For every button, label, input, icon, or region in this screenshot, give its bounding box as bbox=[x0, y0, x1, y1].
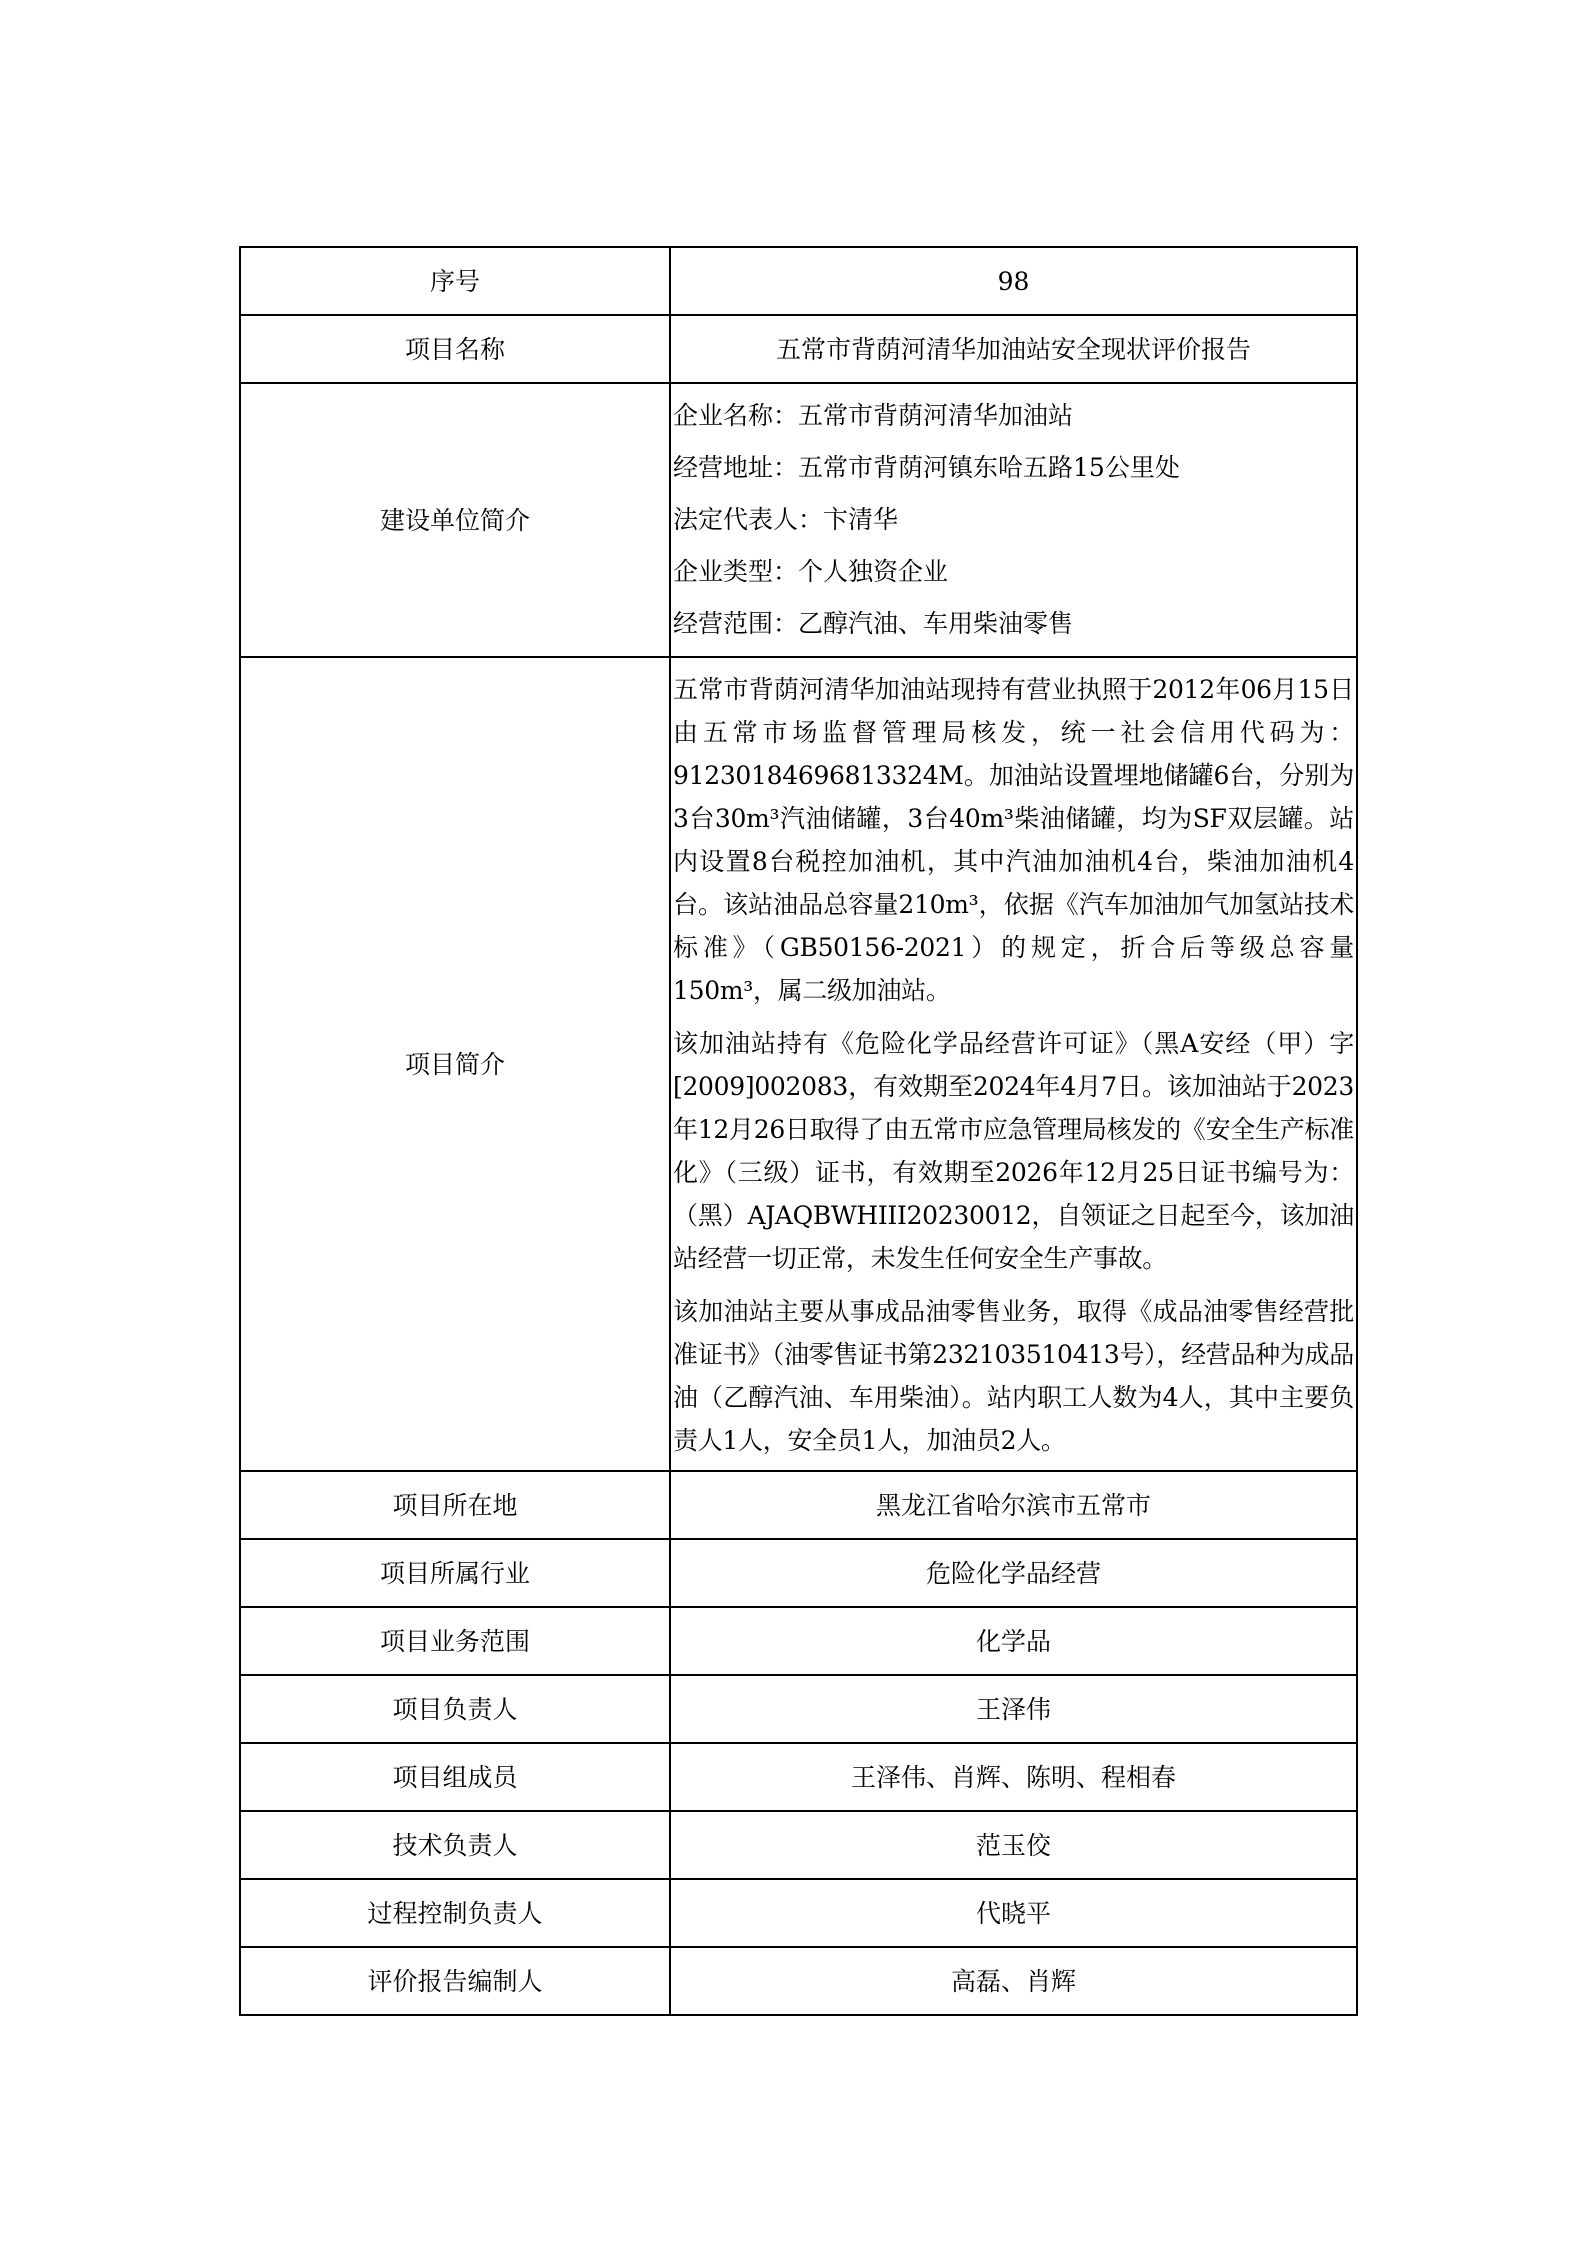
industry-value: 危险化学品经营 bbox=[670, 1539, 1357, 1607]
process-leader-label: 过程控制负责人 bbox=[240, 1879, 670, 1947]
row-serial bbox=[240, 247, 1357, 315]
intro-text bbox=[670, 657, 1357, 1471]
builder-info bbox=[670, 383, 1357, 657]
tech-leader-value: 范玉佼 bbox=[670, 1811, 1357, 1879]
builder-company-name: 企业名称：五常市背荫河清华加油站 bbox=[673, 401, 1074, 430]
serial-value: 98 bbox=[670, 247, 1357, 315]
location-value: 黑龙江省哈尔滨市五常市 bbox=[670, 1471, 1357, 1539]
row-leader bbox=[240, 1675, 1357, 1743]
row-project-name bbox=[240, 315, 1357, 383]
builder-business-scope: 经营范围：乙醇汽油、车用柴油零售 bbox=[673, 609, 1074, 638]
members-label: 项目组成员 bbox=[240, 1743, 670, 1811]
intro-paragraph: 该加油站主要从事成品油零售业务，取得《成品油零售经营批准证书》（油零售证书第232103510413号），经营品种为成品油（乙醇汽油、车用柴油）。站内职工人数为4人，其中主要负责人1人，安全员1人，加油员2人。 bbox=[673, 1297, 1354, 1455]
builder-label: 建设单位简介 bbox=[240, 383, 670, 657]
builder-address: 经营地址：五常市背荫河镇东哈五路15公里处 bbox=[673, 453, 1180, 482]
leader-value: 王泽伟 bbox=[670, 1675, 1357, 1743]
row-compiler bbox=[240, 1947, 1357, 2015]
intro-label: 项目简介 bbox=[240, 657, 670, 1471]
row-scope bbox=[240, 1607, 1357, 1675]
intro-paragraph: 该加油站持有《危险化学品经营许可证》（黑A安经（甲）字[2009]002083，有效期至2024年4月7日。该加油站于2023年12月26日取得了由五常市应急管理局核发的《安全生产标准化》（三级）证书，有效期至2026年12月25日证书编号为：（黑）AJAQBWHIII20230012，自领证之日起至今，该加油站经营一切正常，未发生任何安全生产事故。 bbox=[673, 1029, 1354, 1273]
leader-label: 项目负责人 bbox=[240, 1675, 670, 1743]
row-industry bbox=[240, 1539, 1357, 1607]
project-name-value: 五常市背荫河清华加油站安全现状评价报告 bbox=[670, 315, 1357, 383]
project-name-label: 项目名称 bbox=[240, 315, 670, 383]
row-process-leader bbox=[240, 1879, 1357, 1947]
location-label: 项目所在地 bbox=[240, 1471, 670, 1539]
members-value: 王泽伟、肖辉、陈明、程相春 bbox=[670, 1743, 1357, 1811]
scope-value: 化学品 bbox=[670, 1607, 1357, 1675]
builder-company-type: 企业类型：个人独资企业 bbox=[673, 557, 949, 586]
row-tech-leader bbox=[240, 1811, 1357, 1879]
builder-legal-rep: 法定代表人：卞清华 bbox=[673, 505, 899, 534]
row-members bbox=[240, 1743, 1357, 1811]
compiler-label: 评价报告编制人 bbox=[240, 1947, 670, 2015]
compiler-value: 高磊、肖辉 bbox=[670, 1947, 1357, 2015]
row-builder bbox=[240, 383, 1357, 657]
row-location bbox=[240, 1471, 1357, 1539]
serial-label: 序号 bbox=[240, 247, 670, 315]
row-intro bbox=[240, 657, 1357, 1471]
tech-leader-label: 技术负责人 bbox=[240, 1811, 670, 1879]
industry-label: 项目所属行业 bbox=[240, 1539, 670, 1607]
project-info-table bbox=[239, 246, 1358, 2016]
process-leader-value: 代晓平 bbox=[670, 1879, 1357, 1947]
scope-label: 项目业务范围 bbox=[240, 1607, 670, 1675]
intro-paragraph: 五常市背荫河清华加油站现持有营业执照于2012年06月15日由五常市场监督管理局核发，统一社会信用代码为：91230184696813324M。加油站设置埋地储罐6台，分别为3台30m³汽油储罐，3台40m³柴油储罐，均为SF双层罐。站内设置8台税控加油机，其中汽油加油机4台，柴油加油机4台。该站油品总容量210m³，依据《汽车加油加气加氢站技术标准》（GB50156-2021）的规定，折合后等级总容量150m³，属二级加油站。 bbox=[673, 675, 1354, 1005]
